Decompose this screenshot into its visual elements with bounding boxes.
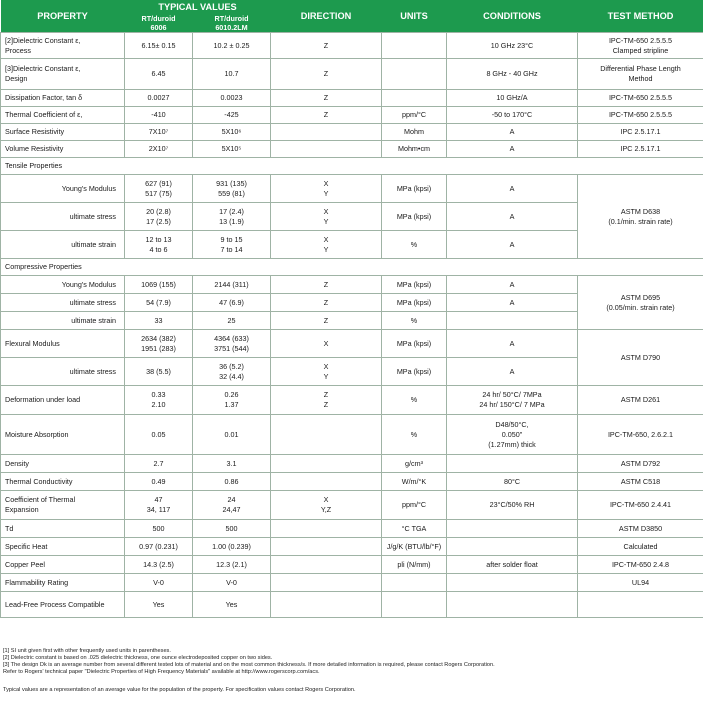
- value-a: 2634 (382) 1951 (283): [125, 330, 193, 358]
- value-a: -410: [125, 107, 193, 124]
- units: %: [382, 231, 447, 259]
- table-row: [1, 538, 703, 556]
- table-row: [1, 141, 703, 158]
- col-header-material-b: RT/duroid 6010.2LM: [193, 14, 271, 33]
- table-row: [1, 386, 703, 415]
- property-label: Deformation under load: [1, 386, 125, 415]
- value-b: 36 (5.2) 32 (4.4): [193, 358, 271, 386]
- conditions: 23°C/50% RH: [447, 491, 578, 520]
- property-label: Volume Resistivity: [1, 141, 125, 158]
- table-row: [1, 276, 703, 294]
- value-b: 2144 (311): [193, 276, 271, 294]
- value-b: 10.7: [193, 59, 271, 90]
- footnote-3-continued: Refer to Rogers' technical paper "Dielectric Properties of High Frequency Materials" available at http://www.rogerscorp.com/acs.: [3, 669, 320, 675]
- col-header-property: PROPERTY: [1, 0, 125, 33]
- section-row: [1, 259, 703, 276]
- conditions: after solder float: [447, 556, 578, 574]
- units: %: [382, 415, 447, 455]
- direction: [271, 415, 382, 455]
- test-method: [578, 592, 703, 618]
- units: MPa (kpsi): [382, 203, 447, 231]
- value-a: 47 34, 117: [125, 491, 193, 520]
- conditions: [447, 455, 578, 473]
- property-label: Lead-Free Process Compatible: [1, 592, 125, 618]
- property-label: Young's Modulus: [1, 175, 125, 203]
- table-row: [1, 33, 703, 59]
- test-method: IPC 2.5.17.1: [578, 141, 703, 158]
- conditions: 10 GHz 23°C: [447, 33, 578, 59]
- table-row: [1, 124, 703, 141]
- property-label: Thermal Conductivity: [1, 473, 125, 491]
- table-row: [1, 175, 703, 203]
- value-a: 6.15± 0.15: [125, 33, 193, 59]
- units: Mohm: [382, 124, 447, 141]
- value-b: 3.1: [193, 455, 271, 473]
- property-label: [3]Dielectric Constant ε, Design: [1, 59, 125, 90]
- table-row: [1, 520, 703, 538]
- property-label: ultimate strain: [1, 312, 125, 330]
- direction: [271, 473, 382, 491]
- test-method: UL94: [578, 574, 703, 592]
- units: g/cm³: [382, 455, 447, 473]
- conditions: [447, 538, 578, 556]
- direction: [271, 592, 382, 618]
- footnote-3: [3] The design Dk is an average number from several different tested lots of material and on the most common thickness/s. If more detailed information is required, please contact Rogers Corporation.: [3, 662, 495, 668]
- value-a: 0.0027: [125, 90, 193, 107]
- direction: Z: [271, 276, 382, 294]
- direction: Z: [271, 33, 382, 59]
- value-b: 0.0023: [193, 90, 271, 107]
- conditions: A: [447, 231, 578, 259]
- test-method: ASTM D638 (0.1/min. strain rate): [578, 175, 703, 259]
- test-method: ASTM D790: [578, 330, 703, 386]
- table-row: [1, 455, 703, 473]
- value-a: 2X10⁷: [125, 141, 193, 158]
- conditions: [447, 574, 578, 592]
- direction: X Y: [271, 358, 382, 386]
- units: Mohm•cm: [382, 141, 447, 158]
- test-method: IPC-TM-650 2.4.8: [578, 556, 703, 574]
- value-b: 10.2 ± 0.25: [193, 33, 271, 59]
- value-a: 0.05: [125, 415, 193, 455]
- property-label: [2]Dielectric Constant ε, Process: [1, 33, 125, 59]
- units: [382, 592, 447, 618]
- table-row: [1, 90, 703, 107]
- value-b: 17 (2.4) 13 (1.9): [193, 203, 271, 231]
- conditions: -50 to 170°C: [447, 107, 578, 124]
- value-b: 0.86: [193, 473, 271, 491]
- direction: Z: [271, 59, 382, 90]
- test-method: ASTM D792: [578, 455, 703, 473]
- value-b: 500: [193, 520, 271, 538]
- table-row: [1, 491, 703, 520]
- units: MPa (kpsi): [382, 330, 447, 358]
- conditions: [447, 592, 578, 618]
- test-method: Differential Phase Length Method: [578, 59, 703, 90]
- test-method: Calculated: [578, 538, 703, 556]
- property-label: Coefficient of Thermal Expansion: [1, 491, 125, 520]
- direction: X Y: [271, 203, 382, 231]
- property-label: Td: [1, 520, 125, 538]
- value-b: 12.3 (2.1): [193, 556, 271, 574]
- units: [382, 574, 447, 592]
- value-a: 0.33 2.10: [125, 386, 193, 415]
- value-a: 7X10⁷: [125, 124, 193, 141]
- direction: Z Z: [271, 386, 382, 415]
- direction: X Y: [271, 175, 382, 203]
- table-row: [1, 59, 703, 90]
- value-b: 4364 (633) 3751 (544): [193, 330, 271, 358]
- conditions: A: [447, 141, 578, 158]
- section-title-tensile: Tensile Properties: [1, 158, 703, 175]
- value-a: 627 (91) 517 (75): [125, 175, 193, 203]
- value-a: 0.97 (0.231): [125, 538, 193, 556]
- property-label: Surface Resistivity: [1, 124, 125, 141]
- test-method: ASTM C518: [578, 473, 703, 491]
- property-label: Thermal Coefficient of ε,: [1, 107, 125, 124]
- direction: [271, 141, 382, 158]
- value-b: 24 24,47: [193, 491, 271, 520]
- conditions: A: [447, 175, 578, 203]
- conditions: [447, 312, 578, 330]
- direction: [271, 538, 382, 556]
- test-method: IPC-TM-650 2.5.5.5: [578, 107, 703, 124]
- value-b: 931 (135) 559 (81): [193, 175, 271, 203]
- conditions: 10 GHz/A: [447, 90, 578, 107]
- value-a: 6.45: [125, 59, 193, 90]
- table-row: [1, 473, 703, 491]
- conditions: 8 GHz - 40 GHz: [447, 59, 578, 90]
- direction: [271, 455, 382, 473]
- footnote-1: [1] SI unit given first with other frequently used units in parentheses.: [3, 648, 171, 654]
- direction: X Y: [271, 231, 382, 259]
- units: ppm/°C: [382, 107, 447, 124]
- direction: Z: [271, 107, 382, 124]
- test-method: ASTM D3850: [578, 520, 703, 538]
- direction: X Y,Z: [271, 491, 382, 520]
- test-method: IPC 2.5.17.1: [578, 124, 703, 141]
- conditions: A: [447, 124, 578, 141]
- units: W/m/°K: [382, 473, 447, 491]
- value-b: 1.00 (0.239): [193, 538, 271, 556]
- property-label: ultimate stress: [1, 358, 125, 386]
- value-a: 38 (5.5): [125, 358, 193, 386]
- value-a: 54 (7.9): [125, 294, 193, 312]
- value-b: 9 to 15 7 to 14: [193, 231, 271, 259]
- value-a: 33: [125, 312, 193, 330]
- property-label: Flexural Modulus: [1, 330, 125, 358]
- test-method: ASTM D695 (0.05/min. strain rate): [578, 276, 703, 330]
- value-b: 25: [193, 312, 271, 330]
- property-label: Moisture Absorption: [1, 415, 125, 455]
- property-label: Specific Heat: [1, 538, 125, 556]
- units: [382, 59, 447, 90]
- property-label: ultimate stress: [1, 294, 125, 312]
- conditions: A: [447, 358, 578, 386]
- table-row: [1, 574, 703, 592]
- units: pli (N/mm): [382, 556, 447, 574]
- table-row: [1, 107, 703, 124]
- property-label: Flammability Rating: [1, 574, 125, 592]
- col-header-material-a: RT/duroid 6006: [125, 14, 193, 33]
- conditions: A: [447, 330, 578, 358]
- table-row: [1, 556, 703, 574]
- section-title-compressive: Compressive Properties: [1, 259, 703, 276]
- conditions: A: [447, 294, 578, 312]
- test-method: IPC-TM-650 2.5.5.5: [578, 90, 703, 107]
- direction: [271, 520, 382, 538]
- conditions: A: [447, 276, 578, 294]
- value-a: 0.49: [125, 473, 193, 491]
- conditions: [447, 520, 578, 538]
- units: MPa (kpsi): [382, 175, 447, 203]
- value-a: 20 (2.8) 17 (2.5): [125, 203, 193, 231]
- direction: Z: [271, 312, 382, 330]
- units: [382, 90, 447, 107]
- value-a: V-0: [125, 574, 193, 592]
- units: J/g/K (BTU/lb/°F): [382, 538, 447, 556]
- units: °C TGA: [382, 520, 447, 538]
- test-method: IPC-TM-650, 2.6.2.1: [578, 415, 703, 455]
- direction: [271, 574, 382, 592]
- units: %: [382, 386, 447, 415]
- units: [382, 33, 447, 59]
- col-header-direction: DIRECTION: [271, 0, 382, 33]
- section-row: [1, 158, 703, 175]
- value-b: 5X10⁶: [193, 124, 271, 141]
- test-method: IPC-TM-650 2.4.41: [578, 491, 703, 520]
- direction: [271, 556, 382, 574]
- col-header-test-method: TEST METHOD: [578, 0, 703, 33]
- property-label: Young's Modulus: [1, 276, 125, 294]
- value-a: 14.3 (2.5): [125, 556, 193, 574]
- col-header-typical-values: TYPICAL VALUES: [125, 0, 271, 14]
- value-b: V-0: [193, 574, 271, 592]
- col-header-units: UNITS: [382, 0, 447, 33]
- value-b: 0.01: [193, 415, 271, 455]
- table-row: [1, 415, 703, 455]
- value-b: Yes: [193, 592, 271, 618]
- test-method: IPC-TM-650 2.5.5.5 Clamped stripline: [578, 33, 703, 59]
- conditions: 80°C: [447, 473, 578, 491]
- value-b: 5X10⁵: [193, 141, 271, 158]
- conditions: A: [447, 203, 578, 231]
- typical-values-note: Typical values are a representation of an average value for the population of the property. For specification values contact Rogers Corporation.: [3, 687, 356, 693]
- units: MPa (kpsi): [382, 358, 447, 386]
- value-b: -425: [193, 107, 271, 124]
- property-label: ultimate strain: [1, 231, 125, 259]
- direction: [271, 124, 382, 141]
- test-method: ASTM D261: [578, 386, 703, 415]
- direction: Z: [271, 294, 382, 312]
- value-b: 0.26 1.37: [193, 386, 271, 415]
- value-a: 500: [125, 520, 193, 538]
- footnote-2: [2] Dielectric constant is based on .025 dielectric thickness, one ounce electrodeposited copper on two sides.: [3, 655, 273, 661]
- value-a: 1069 (155): [125, 276, 193, 294]
- property-label: ultimate stress: [1, 203, 125, 231]
- col-header-conditions: CONDITIONS: [447, 0, 578, 33]
- property-label: Copper Peel: [1, 556, 125, 574]
- conditions: 24 hr/ 50°C/ 7MPa 24 hr/ 150°C/ 7 MPa: [447, 386, 578, 415]
- table-row: [1, 330, 703, 358]
- table-row: [1, 592, 703, 618]
- units: ppm/°C: [382, 491, 447, 520]
- property-label: Dissipation Factor, tan δ: [1, 90, 125, 107]
- direction: X: [271, 330, 382, 358]
- conditions: D48/50°C, 0.050" (1.27mm) thick: [447, 415, 578, 455]
- value-a: 12 to 13 4 to 6: [125, 231, 193, 259]
- value-a: Yes: [125, 592, 193, 618]
- units: MPa (kpsi): [382, 276, 447, 294]
- property-label: Density: [1, 455, 125, 473]
- value-a: 2.7: [125, 455, 193, 473]
- units: MPa (kpsi): [382, 294, 447, 312]
- value-b: 47 (6.9): [193, 294, 271, 312]
- direction: Z: [271, 90, 382, 107]
- units: %: [382, 312, 447, 330]
